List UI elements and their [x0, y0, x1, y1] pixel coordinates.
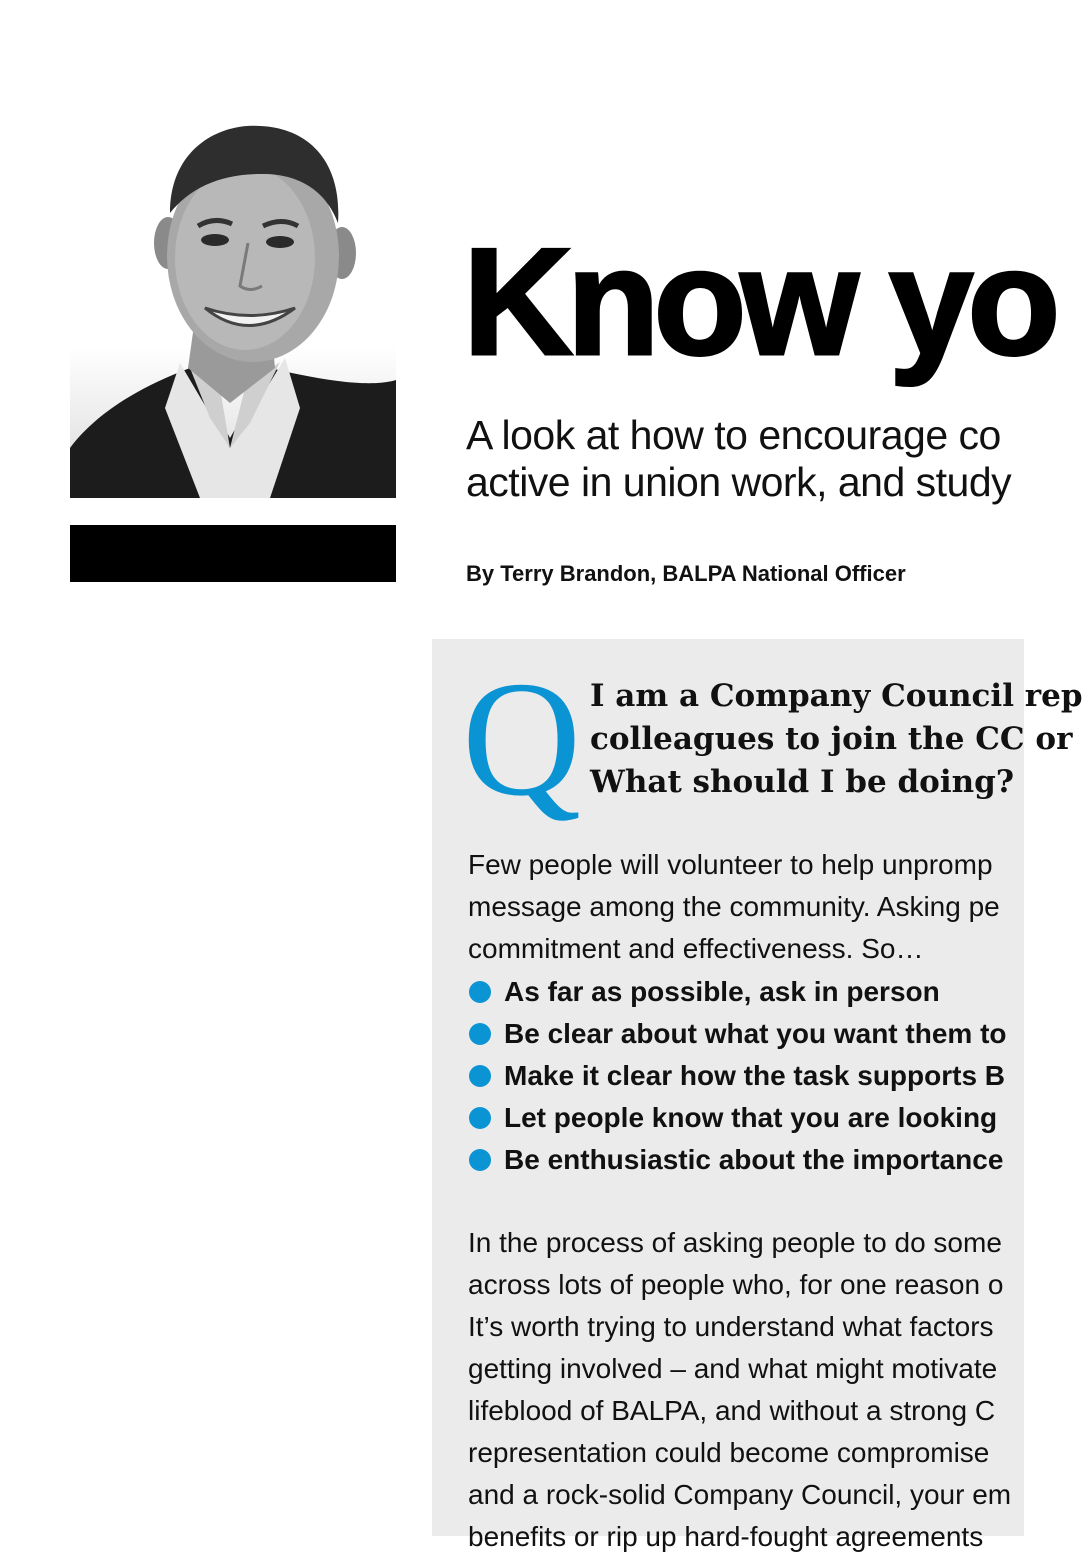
question — [590, 675, 1083, 804]
bullet-text: As far as possible, ask in person — [504, 976, 940, 1007]
bullet-text: Make it clear how the task supports B — [504, 1060, 1006, 1091]
q-drop-cap: Q — [462, 647, 582, 830]
qa-panel — [432, 639, 1083, 1552]
list-item — [468, 1139, 1088, 1181]
author-photo — [70, 118, 396, 498]
bullet-dot-icon — [469, 1023, 491, 1045]
intro-line: Few people will volunteer to help unpromp — [468, 849, 993, 880]
paragraph-line: across lots of people who, for one reason o — [468, 1269, 1004, 1300]
paragraph-line: representation could become compromise — [468, 1437, 990, 1468]
answer-intro — [468, 844, 1088, 970]
list-item — [468, 1097, 1088, 1139]
paragraph-line: getting involved – and what might motivate — [468, 1353, 998, 1384]
question-line: colleagues to join the CC or — [590, 721, 1073, 757]
list-item — [468, 1055, 1088, 1097]
standfirst-line: active in union work, and study — [466, 459, 1012, 505]
paragraph-line: benefits or rip up hard-fought agreements — [468, 1521, 984, 1552]
standfirst — [466, 412, 1024, 506]
paragraph-line: and a rock-solid Company Council, your em — [468, 1479, 1012, 1510]
list-item — [468, 1013, 1088, 1055]
intro-line: commitment and effectiveness. So… — [468, 933, 924, 964]
paragraph-line: lifeblood of BALPA, and without a strong C — [468, 1395, 996, 1426]
bullet-dot-icon — [469, 1065, 491, 1087]
intro-line: message among the community. Asking pe — [468, 891, 1000, 922]
bullet-text: Be enthusiastic about the importance — [504, 1144, 1004, 1175]
byline: By Terry Brandon, BALPA National Officer — [466, 561, 906, 586]
bullet-text: Let people know that you are looking — [504, 1102, 998, 1133]
paragraph-line: It’s worth trying to understand what factors — [468, 1311, 994, 1342]
bullet-list — [468, 971, 1088, 1181]
question-line: What should I be doing? — [590, 764, 1014, 800]
paragraph-line: In the process of asking people to do some — [468, 1227, 1002, 1258]
bullet-dot-icon — [469, 1107, 491, 1129]
question-line: I am a Company Council rep — [590, 678, 1083, 714]
standfirst-line: A look at how to encourage co — [466, 412, 1001, 458]
photo-caption-bar — [70, 525, 396, 582]
list-item — [468, 971, 1088, 1013]
headline: Know yo — [463, 217, 1055, 387]
bullet-dot-icon — [469, 1149, 491, 1171]
bullet-text: Be clear about what you want them to — [504, 1018, 1007, 1049]
answer-paragraph — [468, 1222, 1088, 1558]
bullet-dot-icon — [469, 981, 491, 1003]
